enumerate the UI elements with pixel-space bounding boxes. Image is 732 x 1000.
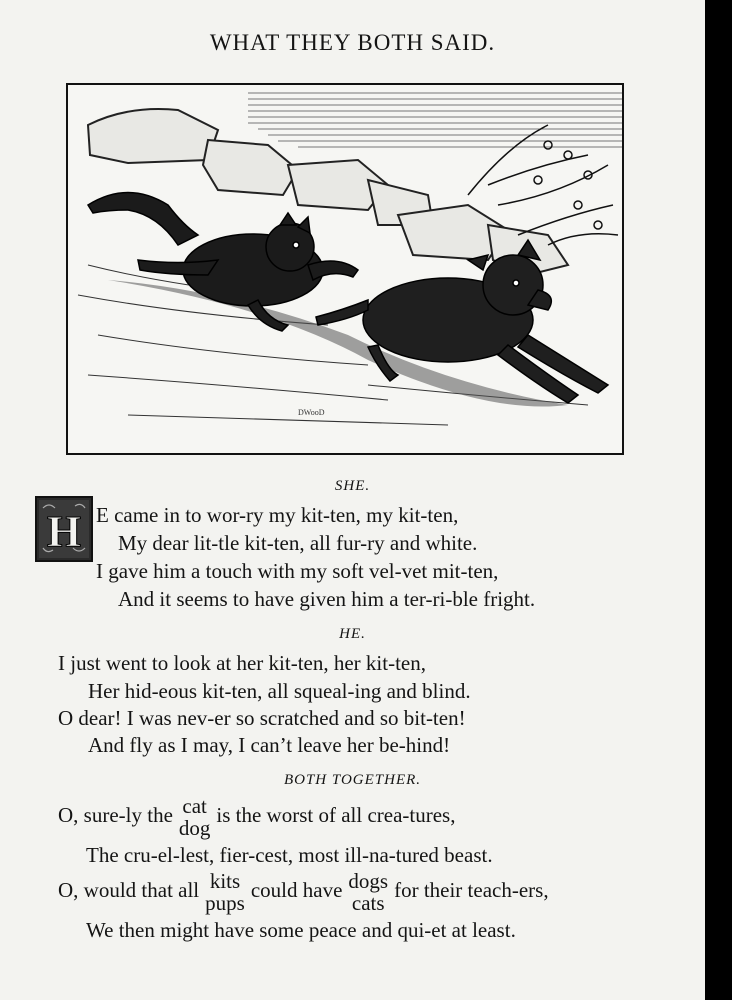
she-line-3: I gave him a touch with my soft vel-vet mit-ten,: [96, 559, 499, 583]
both-line-3: [58, 870, 549, 914]
illustration-cat-chasing-dog: [66, 83, 624, 455]
both-line-2: The cru-el-lest, fier-cest, most ill-na-tured beast.: [86, 843, 493, 867]
both-line-1: [58, 795, 455, 839]
cat-figure: [88, 193, 358, 332]
kits-pups-stack: [205, 870, 245, 914]
both-line-3-middle: could have: [250, 877, 343, 902]
he-line-4: And fly as I may, I can’t leave her be-hind!: [88, 733, 451, 757]
heading-she: SHE.: [334, 478, 371, 494]
he-line-2: Her hid-eous kit-ten, all squeal-ing and blind.: [88, 679, 471, 703]
heading-both-together: BOTH TOGETHER.: [283, 772, 422, 788]
she-line-4: And it seems to have given him a ter-ri-ble fright.: [118, 587, 536, 611]
stack-top-kits: kits: [209, 869, 241, 893]
stack-bottom-pups: pups: [205, 891, 245, 915]
stone-wall: [88, 109, 568, 275]
stack-bottom-dog: dog: [178, 816, 211, 840]
stack-bottom-cats: cats: [351, 891, 385, 915]
both-line-3-end: for their teach-ers,: [394, 877, 549, 902]
cat-dog-stack: [179, 795, 211, 839]
engraver-mark: DWooD: [298, 408, 325, 417]
both-line-1-start: O, sure-ly the: [58, 802, 173, 827]
she-line-1: E came in to wor-ry my kit-ten, my kit-ten,: [96, 503, 459, 527]
page-title: WHAT THEY BOTH SAID.: [209, 30, 496, 55]
he-line-3: O dear! I was nev-er so scratched and so bit-ten!: [58, 706, 466, 730]
dogs-cats-stack: [348, 870, 388, 914]
both-line-1-end: is the worst of all crea-tures,: [216, 802, 456, 827]
dropcap-letter: H: [46, 507, 82, 556]
sky-hatching: [248, 93, 622, 147]
stack-top-dogs: dogs: [348, 869, 389, 893]
she-line-2: My dear lit-tle kit-ten, all fur-ry and white.: [118, 531, 478, 555]
he-line-1: I just went to look at her kit-ten, her kit-ten,: [58, 651, 426, 675]
both-line-3-start: O, would that all: [58, 877, 200, 902]
stack-top-cat: cat: [182, 794, 207, 818]
heading-he: HE.: [339, 626, 366, 642]
ornamental-dropcap: [35, 496, 93, 562]
both-line-4: We then might have some peace and qui-et at least.: [86, 918, 516, 942]
